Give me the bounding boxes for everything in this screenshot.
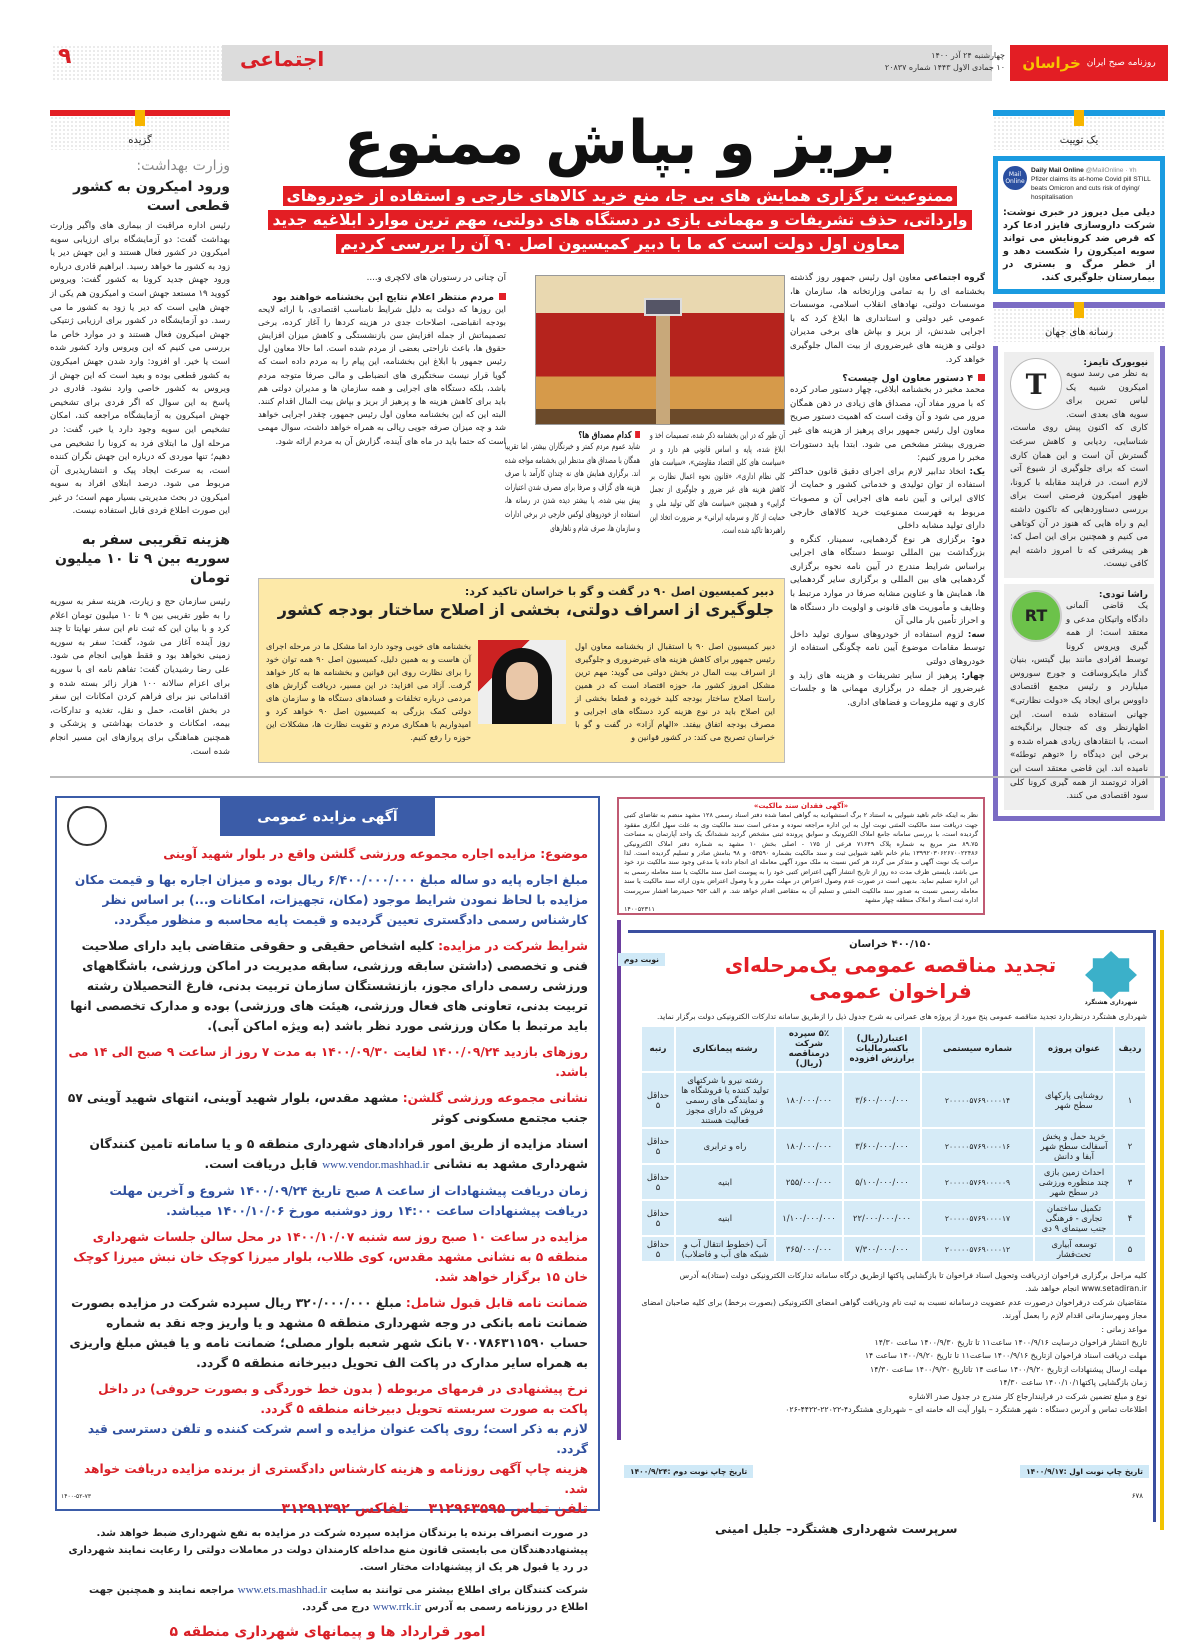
frame-decoration	[1160, 930, 1164, 1530]
ets-link[interactable]: www.ets.mashhad.ir	[237, 1584, 328, 1596]
article-column: گروه اجتماعی معاون اول رئیس جمهور روز گذشته بخشنامه ای را به تمامی وزارتخانه ها، سازمان ها، موسسات دولتی، نهادهای انقلاب اسلامی، موسسات عمومی غیر دولتی و استانداری ها ابلاغ کرد که با اجرایی شدنش، از بریز و بپاش های برخی مدیران دولتی و هزینه های غیرضروری از بیت المال جلوگیری خواهد کرد. ۴ دستور معاون اول چیست؟ محمد مخبر در بخشنامه ابلاغی، چهار دستور صادر کرده که با مرور مفاد آن، مصداق های زیادی در ذهن همگان مرور می شود و آن وقت است که اهمیت دستور صریح معاون اول رئیس جمهور برای پرهیز از هزینه های غیر ضروری بیشتر مشخص می شود. ابتدا باید دستورات مخبر را مرور کنیم: یک: اتخاذ تدابیر لازم برای اجرای دقیق قانون حداکثر استفاده از توان تولیدی و خدماتی کشور و حمایت از کالای ایرانی و آیین نامه های اجرایی آن و مصوبات مربوط به فهرست ممنوعیت خرید کالاهای خارجی دارای تولید مشابه داخلی دو: برگزاری هر نوع گردهمایی، سمینار، کنگره و بزرگداشت بین المللی توسط دستگاه های اجرایی براساس شرایط مندرج در آیین نامه نحوه برگزاری گردهمایی های بین المللی و برگزاری سایر گردهمایی ها، همایش ها و عناوین مشابه صرفا در موارد مرتبط با وظایف و مأموریت های قانونی و اولویت دار دستگاه ها و احراز تأمین بار مالی آن سه: لزوم استفاده از خودروهای سواری تولید داخل توسط مقامات موضوع آیین نامه چگونگی استفاده از خودروهای دولتی چهار: پرهیز از سایر تشریفات و هزینه های زاید و غیرضرور از جمله در برگزاری مهمانی ها و جلسات کاری و تهیه ملزومات و فضاهای اداری.	[790, 273, 986, 708]
table-row	[641, 1236, 1146, 1262]
table-cell: روشنایی پارکهای سطح شهر	[1034, 1072, 1114, 1128]
tweet-card: Mail Online Daily Mail Online @MailOnline · ۷h Pfizer claims its at-home Covid pill STILL beats Omicron and cuts risk of dying/ hospitalisation دیلی میل دیروز در خبری نوشت: شرکت داروسازی فایزر ادعا کرد که قرص ضد کرونایش می تواند سویه امیکرون را شکست دهد و از خطر مرگ و بستری در بیمارستان جلوگیری کند.	[993, 156, 1165, 294]
table-cell: احداث زمین بازی چند منظوره ورزشی در سطح شهر	[1034, 1164, 1114, 1200]
rrk-link[interactable]: www.rrk.ir	[372, 1601, 422, 1613]
nyt-logo-icon: T	[1010, 358, 1062, 410]
table-cell: ۳	[1114, 1164, 1146, 1200]
table-cell: خرید حمل و پخش آسفالت سطح شهر آبفا و دانش	[1034, 1128, 1114, 1164]
subheading: مردم منتظر اعلام نتایج این بخشنامه خواهند بود	[258, 292, 506, 303]
table-cell: حداقل ۵	[641, 1128, 675, 1164]
table-cell: راه و ترابری	[675, 1128, 775, 1164]
story-body: رئیس اداره مراقبت از بیماری های واگیر وزارت بهداشت گفت: دو آزمایشگاه برای ارزیابی سویه امیکرون در کشور فعال هستند و این جهش دیر یا زود به کشور ما خواهد رسید. ابراهیم قادری درباره ورود جهش جدید کرونا به کشور گفت: ویروس کووید ۱۹ مستعد جهش است و امیکرون هم یکی از جهش هایی است که دیر یا زود به کشور ما می رسد. دو آزمایشگاه در کشور برای ارزیابی ژنتیکی جهش امیکرون فعال هستند و در موارد خاص ما بررسی می کنیم که این ویروس وارد کشور شده است یا خیر. او افزود: وارد شدن جهش امیکرون به کشور قطعی بوده و بعید است که این جهش از ویروس به کشور خاصی وارد نشود. قادری در پاسخ به این سوال که اگر فردی برای تشخیص جهش امیکرون به آزمایشگاه مراجعه کند، امکان تشخیص این سویه وجود دارد یا خیر، گفت: در مرحله اول ما ابتلای فرد به کرونا را تشخیص می دهیم؛ تنها موردی که درباره این جهش نگران کننده است، به سرعت ایجاد پیک و انتشارپذیری آن مربوط می شود. درصد ابتلای افراد به سویه امیکرون در بحث مدیریتی بسیار مهم است؛ در غیر این صورت اطلاع فردی قابل استفاده نیست.	[50, 221, 230, 517]
auction-ad: آگهی مزایده عمومی موضوع: مزایده اجاره مجموعه ورزشی گلشن واقع در بلوار شهید آوینی مبلغ اجاره پایه دو ساله مبلغ ۶/۴۰۰/۰۰۰/۰۰۰ ریال بوده و میزان اجاره بها و قیمت مکان مزایده با لحاظ نمودن شرایط موجود (مکان، تجهیزات، امکانات و...) بر اساس نظر کارشناس رسمی دادگستری تعیین گردیده و قیمت پایه محاسبه و منظور میگردد. شرایط شرکت در مزایده: کلیه اشخاص حقیقی و حقوقی متقاضی باید دارای صلاحیت فنی و تخصصی (داشتن سابقه ورزشی، سابقه مدیریت در اماکن ورزشی، باشگاههای ورزشی رسمی دارای مجوز، بازنشستگان سازمان تربیت بدنی، فارغ التحصیلان رشته تربیت بدنی، تعاونی های فعال ورزشی، هیئت های ورزشی) بوده و مدارک تخصصی انها باید مرتبط با مکان ورزشی مورد نظر باشد (به ویژه اماکن آبی). روزهای بازدید ۱۴۰۰/۰۹/۲۴ لغایت ۱۴۰۰/۰۹/۳۰ به مدت ۷ روز از ساعت ۹ صبح الی ۱۴ می باشد. نشانی مجموعه ورزشی گلشن: مشهد مقدس، بلوار شهید آوینی، انتهای شهید آوینی ۵۷ جنب مجتمع مسکونی کوثر اسناد مزایده از طریق امور قرادادهای شهرداری منطقه ۵ و یا سامانه تامین کنندگان شهرداری مشهد به نشانی www.vendor.mashhad.ir قابل دریافت است. زمان دریافت پیشنهادات از ساعت ۸ صبح تاریخ ۱۴۰۰/۰۹/۲۴ شروع و آخرین مهلت دریافت پیشنهادات ساعت ۱۴:۰۰ روز دوشنبه مورخ ۱۴۰۰/۱۰/۰۶ میباشد. مزایده در ساعت ۱۰ صبح روز سه شنبه ۱۴۰۰/۱۰/۰۷ در محل سالن جلسات شهرداری منطقه ۵ به نشانی مشهد مقدس، کوی طلاب، بلوار میرزا کوچک خان نبش میرزا کوچک خان ۱۵ برگزار خواهد شد. ضمانت نامه قابل قبول شامل: مبلغ ۳۲۰/۰۰۰/۰۰۰ ریال سپرده شرکت در مزایده بصورت ضمانت نامه بانکی در وجه شهرداری منطقه ۵ مشهد و یا واریز وجه نقد به شماره حساب ۷۰۰۷۸۶۳۱۱۵۹۰ بانک شهر شعبه بلوار مصلی؛ ضمانت نامه و یا فیش مبلغ واریزی به همراه سایر مدارک در پاکت الف تحویل دبیرخانه منطقه ۵ گردد. نرخ پیشنهادی در فرمهای مربوطه ( بدون خط خوردگی و بصورت حروفی) در داخل پاکت به صورت سربسته تحویل دبیرخانه منطقه ۵ گردد. لازم به ذکر است؛ روی پاکت عنوان مزایده و اسم شرکت کننده و تلفن دسترسی قید گردد. هزینه چاپ آگهی روزنامه و هزینه کارشناس دادگستری از برنده مزایده دریافت خواهد شد. تلفن تماس ۳۱۲۹۶۳۵۹۵ تلفاکس ۳۱۲۹۱۳۹۲ در صورت انصراف برنده یا برندگان مزایده سپرده شرکت در مزایده به نفع شهرداری ضبط خواهد شد. پیشنهاددهندگان می بایستی قانون منع مداخله کارمندان دولت در معاملات دولتی را رعایت نمایند شهرداری در رد یا قبول هر یک از پیشنهادات مختار است. شرکت کنندگان برای اطلاع بیشتر می توانند به سایت www.ets.mashhad.ir مراجعه نمایند و همچنین جهت اطلاع در روزنامه رسمی به آدرس www.rrk.ir درج می گردد. امور قرارداد ها و پیمانهای شهرداری منطقه ۵ ۱۴۰۰-۵۲-۷۳	[55, 796, 600, 1511]
table-cell: ۱/۱۰۰/۰۰۰/۰۰۰	[775, 1200, 843, 1236]
right-sidebar	[993, 110, 1165, 821]
interview-text: دبیر کمیسیون اصل ۹۰ با استقبال از بخشنامه معاون اول رئیس جمهور برای کاهش هزینه های غیرضروری و جلوگیری از اسراف بیت المال در بخش دولتی می گوید: مهم ترین مشکل امروز کشور ما، حوزه اقتصاد است که در همین راستا اصلاح ساختار بودجه کلید خورده و قطعا بخشی از این اصلاح باید در نوع هزینه کرد دستگاه های اجرایی و مصرف بودجه اتفاق بیفتد. «الهام آزاد» در گفت و گو با خراسان تصریح می کند: در کشور قوانین و	[575, 641, 775, 742]
kicker: وزارت بهداشت:	[136, 158, 230, 174]
media-item: RT راشا تودی: یک قاضی آلمانی دادگاه واتیکان مدعی و معتقد است: از همه گیری ویروس کرونا توسط افرادی مانند بیل گیتس، بنیان گذار مایکروسافت و جورج سوروس میلیاردر و رئیس مجمع اقتصادی داووس برای ایجاد یک «دولت نظارتی» جهانی استفاده شده است. این اظهارنظر وی که جنجال برانگیخته است، با انتقادهای زیادی همراه شده و برخی این دیدگاه را «توهم توطئه» نامیده اند. این قاضی معتقد است این افراد ثروتمند از همه گیری کرونا کلی سود اقتصادی می کنند.	[1004, 584, 1154, 810]
tender-note: متقاضیان شرکت درفراخوان درصورت عدم عضویت درسامانه نسبت به ثبت نام ودریافت گواهی امضای الکترونیکی (بصورت برخط) برای کلیه صاحبان امضای مجاز ومهرسازمانی اقدام لازم را بعمل آورند.	[641, 1297, 1147, 1321]
tender-note: مهلت ارسال پیشنهادات ازتاریخ ۱۴۰۰/۹/۲۰ ساعت ۱۴ تاتاریخ ۱۴۰۰/۹/۳۰ ساعت ۱۴/۳۰	[870, 1364, 1147, 1374]
table-row	[641, 1072, 1146, 1128]
auditorium-photo	[535, 275, 785, 425]
table-cell: حداقل ۵	[641, 1072, 675, 1128]
article-column: آن چنانی در رستوران های لاکچری و.... مردم منتظر اعلام نتایج این بخشنامه خواهند بود این روزها که دولت به دلیل شرایط نامناسب اقتصادی، با ارائه لایحه بودجه انقباضی، اصلاحات جدی در هزینه کردها را آغاز کرده، برخی تصمیماتش از جمله افزایش سن بازنشستگی و کاهش میزان افزایش حقوق ها، باعث ناراحتی بعضی از مردم شده است. اما حالا معاون اول رئیس جمهور با ابلاغ این بخشنامه، این پیام را به مردم داده است که گویا قرار نیست سختگیری های انضباطی و مالی صرفا متوجه مردم باشد، بلکه دستگاه های اجرایی و همه سازمان ها و مدیران دولتی هم باید برای کاهش هزینه ها و پرهیز از بریز و بپاش بیت المال اقدام کنند. البته این که این بخشنامه معاون اول رئیس جمهور، چقدر اجرایی خواهد شد و چه میزان صرفه جویی ریالی به همراه خواهد داشت، سوال مهمی است که حتما باید در ماه های آینده، گزارش آن به مردم ارائه شود.	[258, 273, 506, 446]
masthead: روزنامه صبح ایران خراسان	[1010, 45, 1168, 81]
rt-logo-icon: RT	[1010, 590, 1062, 642]
table-cell: توسعه آبیاری تحت‌فشار	[1034, 1236, 1114, 1262]
table-cell: ۳/۶۰۰/۰۰۰/۰۰۰	[843, 1128, 921, 1164]
divider	[50, 776, 1168, 778]
municipality-logo-icon	[67, 806, 107, 846]
mailonline-logo-icon: Mail Online	[1003, 166, 1027, 190]
story-title: هزینه تقریبی سفر به سوریه بین ۹ تا ۱۰ میلیون تومان	[55, 532, 230, 587]
tweet-label: یک توییت	[993, 116, 1165, 150]
media-item: T نیویورک تایمز: به نظر می رسد سویه امیکرون شبیه یک لباس تمرین برای سویه های بعدی است. کاری که اکنون پیش روی ماست، شناسایی، ردیابی و کاهش سرعت گسترش آن است و این همان کاری است که برای جلوگیری از شیوع آتی لازم است. در فرایند مقابله با کرونا، ظهور امیکرون فرصتی است برای بررسی دستاوردهایی که تاکنون داشته ایم و راه هایی که هنوز در آن کوتاهی می کنیم و همچنین برای این اصل که: هر پیشرفتی که تا امروز داشته ایم کافی نیست.	[1004, 352, 1154, 578]
table-cell: ۲۰۰۰۰۰۵۷۶۹۰۰۰۰۱۷	[921, 1200, 1034, 1236]
subheading: کدام مصداق ها؟	[505, 430, 640, 441]
table-cell: ۲۰۰۰۰۰۵۷۶۹۰۰۰۰۱۶	[921, 1128, 1034, 1164]
interview-text: بخشنامه های خوبی وجود دارد اما مشکل ما در مرحله اجرای آن هاست و به همین دلیل، کمیسیون اصل ۹۰ همه توان خود را برای نظارت روی این قوانین و بخشنامه ها به کار خواهد گرفت. آزاد می افزاید: در این مسیر، دریافت گزارش های مردمی درباره تخلفات و فسادهای دستگاه ها و سازمان های دولتی کمک بزرگی به کمیسیون اصل ۹۰ خواهد کرد و امیدواریم با همکاری مردم و تقویت نظارت ها، مشکلات این حوزه را رفع کنیم.	[266, 641, 471, 742]
table-cell: ۲	[1114, 1128, 1146, 1164]
story-title: ورود امیکرون به کشور قطعی است	[73, 179, 230, 214]
table-cell: ۲۰۰۰۰۰۵۷۶۹۰۰۰۰۱۲	[921, 1236, 1034, 1262]
newspaper-logo: خراسان	[1022, 54, 1081, 72]
table-cell: حداقل ۵	[641, 1200, 675, 1236]
table-cell: ۲۰۰۰۰۰۵۷۶۹۰۰۰۰۰۹	[921, 1164, 1034, 1200]
table-cell: ۲۰۰۰۰۰۵۷۶۹۰۰۰۰۱۴	[921, 1072, 1034, 1128]
table-header: ردیف عنوان پروژه شماره سیستمی اعتبار(ریال) باکسرمالیات برارزش افزوده ۵٪ سپرده شرکت درمناقصه (ریال) رشته پیمانکاری رتبه	[641, 1026, 1146, 1072]
vendor-link[interactable]: www.vendor.mashhad.ir	[322, 1159, 430, 1171]
story-body: رئیس سازمان حج و زیارت، هزینه سفر به سوریه را به طور تقریبی بین ۹ تا ۱۰ میلیون تومان اعلام کرد و با بیان این که ثبت نام این سفر نهایتا تا چند روز آینده آغاز می شود، گفت: سفر به سوریه زمینی نخواهد بود و فقط هوایی انجام می شود. علی رضا رشیدیان گفت: تفاهم نامه ای با سوریه برای اعزام سالانه ۱۰۰ هزار زائر بسته شده و اقداماتی نیز برای فراهم کردن امکانات این سفر در بخش اقامت، حمل و نقل، تغذیه و تدارکات، بیمه، امکانات و خدمات بهداشتی و پزشکی و همچنین هماهنگی برای پروازهای این مسیر انجام شده است.	[50, 597, 230, 757]
article-column	[650, 430, 785, 570]
table-cell: ۷/۳۰۰/۰۰۰/۰۰۰	[843, 1236, 921, 1262]
print-date-1: تاریخ چاپ نوبت اول :۱۴۰۰/۹/۱۷	[1020, 1465, 1149, 1478]
main-headline: بریز و بپاش ممنوع	[343, 108, 897, 178]
table-cell: ۵/۱۰۰/۰۰۰/۰۰۰	[843, 1164, 921, 1200]
table-cell: ۱۸۰/۰۰۰/۰۰۰	[775, 1072, 843, 1128]
tender-ad: شهرداری هشتگرد ۴۰۰/۱۵۰ خراسان نوبت دوم تجدید مناقصه عمومی یک‌مرحله‌ای فراخوان عمومی شهرداری هشتگرد درنظردارد تجدید مناقصه عمومی پنج مورد از پروژه های عمرانی به شرح جدول ذیل را ازطریق سامانه تدارکات الکترونیکی دولت برگزار نماید. ردیف عنوان پروژه شماره سیستمی اعتبار(ریال) باکسرمالیات برارزش افزوده ۵٪ سپرده شرکت درمناقصه (ریال) رشته پیمانکاری رتبه ۱ روشنایی پارکهای سطح شهر ۲۰۰۰۰۰۵۷۶۹۰۰۰۰۱۴ ۳/۶۰۰/۰۰۰/۰۰۰ ۱۸۰/۰۰۰/۰۰۰ رشته نیرو با شرکتهای تولید کننده یا فروشگاه ها و نمایندگی های رسمی فروش که دارای مجوز فعالیت هستند حداقل ۵ ۲ خرید حمل و پخش آسفالت سطح شهر آبفا و دانش ۲۰۰۰۰۰۵۷۶۹۰۰۰۰۱۶ ۳/۶۰۰/۰۰۰/۰۰۰ ۱۸۰/۰۰۰/۰۰۰ راه و ترابری حداقل ۵ ۳ احداث زمین بازی چند منظوره ورزشی در سطح شهر ۲۰۰۰۰۰۵۷۶۹۰۰۰۰۰۹ ۵/۱۰۰/۰۰۰/۰۰۰ ۲۵۵/۰۰۰/۰۰۰ ابنیه حداقل ۵ ۴ تکمیل ساختمان تجاری - فرهنگی جنب سینمای ۹ دی ۲۰۰۰۰۰۵۷۶۹۰۰۰۰۱۷ ۲۲/۰۰۰/۰۰۰/۰۰۰ ۱/۱۰۰/۰۰۰/۰۰۰ ابنیه حداقل ۵ ۵ توسعه آبیاری تحت‌فشار ۲۰۰۰۰۰۵۷۶۹۰۰۰۰۱۲ ۷/۳۰۰/۰۰۰/۰۰۰ ۳۶۵/۰۰۰/۰۰۰ آب (خطوط انتقال آب و شبکه های آب و فاضلاب) حداقل ۵ کلیه مراحل برگزاری فراخوان ازدریافت وتحویل اسناد فراخوان تا بازگشایی پاکتها ازطریق درگاه سامانه تدارکات الکترونیکی دولت (ستاد)به آدرس www.setadiran.ir انجام خواهد شد. متقاضیان شرکت درفراخوان درصورت عدم عضویت درسامانه نسبت به ثبت نام ودریافت گواهی امضای الکترونیکی (بصورت برخط) برای کلیه صاحبان امضای مجاز ومهرسازمانی اقدام لازم را بعمل آورند. مواعد زمانی : تاریخ انتشار فراخوان درسایت ۱۴۰۰/۹/۱۶ ساعت۱۱ تا تاریخ ۱۴۰۰/۹/۳۰ ساعت ۱۴/۳۰ مهلت دریافت اسناد فراخوان ازتاریخ ۱۴۰۰/۹/۱۶ ساعت۱۱ تا تاریخ ۱۴۰۰/۹/۲۰ ساعت ۱۴ مهلت ارسال پیشنهادات ازتاریخ ۱۴۰۰/۹/۲۰ ساعت ۱۴ تاتاریخ ۱۴۰۰/۹/۳۰ ساعت ۱۴/۳۰ زمان بازگشایی پاکتها۱۴۰۰/۱۰/۱ ساعت ۱۴/۳۰ نوع و مبلغ تضمین شرکت در فرایندارجاع کار مندرج در جدول صدر الاشاره اطلاعات تماس و آدرس دستگاه : شهر هشتگرد – بلوار آیت اله خامنه ای – شهرداری هشتگرد۴-۲۲۰۲۲-۴۴۲۲-۰۲۶ تاریخ چاپ نوبت اول :۱۴۰۰/۹/۱۷ تاریخ چاپ نوبت دوم :۱۴۰۰/۹/۲۴ ۶۷۸	[628, 930, 1156, 1522]
table-row	[641, 1128, 1146, 1164]
table-cell: تکمیل ساختمان تجاری - فرهنگی جنب سینمای ۹ دی	[1034, 1200, 1114, 1236]
table-cell: ۴	[1114, 1200, 1146, 1236]
article-column: شاید عموم مردم کمتر و خبرنگاران بیشتر، اما تقریبا همگان با مصداق های مدنظر این بخشنامه مواجه شده اند. برگزاری همایش های نه چندان کارآمد با صرف هزینه های گزاف و صرفا برای مصرف شدن اعتبارات پیش بینی شده، یا بیشتر دیده شدن در رسانه ها، استفاده از خودروهای لوکس خارجی در برخی ادارات و سازمان ها، صرف شام و ناهارهای	[504, 442, 640, 534]
table-cell: آب (خطوط انتقال آب و شبکه های آب و فاضلاب)	[675, 1236, 775, 1262]
table-cell: حداقل ۵	[641, 1236, 675, 1262]
hashtgerd-logo-icon	[1085, 951, 1137, 999]
table-cell: حداقل ۵	[641, 1164, 675, 1200]
table-cell: ۲۵۵/۰۰۰/۰۰۰	[775, 1164, 843, 1200]
tender-table	[640, 1025, 1147, 1263]
print-date-2: تاریخ چاپ نوبت دوم :۱۴۰۰/۹/۲۴	[624, 1465, 753, 1478]
tender-note: مهلت دریافت اسناد فراخوان ازتاریخ ۱۴۰۰/۹/۱۶ ساعت۱۱ تا تاریخ ۱۴۰۰/۹/۲۰ ساعت ۱۴	[864, 1351, 1147, 1361]
ad-title: آگهی مزایده عمومی	[220, 798, 435, 836]
table-cell: ۵	[1114, 1236, 1146, 1262]
table-cell: ۱۸۰/۰۰۰/۰۰۰	[775, 1128, 843, 1164]
table-cell: ۳/۶۰۰/۰۰۰/۰۰۰	[843, 1072, 921, 1128]
tender-note: زمان بازگشایی پاکتها۱۴۰۰/۱۰/۱ ساعت ۱۴/۳۰	[999, 1378, 1147, 1388]
round-badge: نوبت دوم	[618, 953, 665, 966]
media-label: رسانه های جهان	[993, 308, 1165, 342]
portrait-photo	[478, 640, 566, 724]
interview-title: جلوگیری از اسراف دولتی، بخشی از اصلاح ساختار بودجه کشور	[277, 600, 774, 619]
article-column: آن طور که در این بخشنامه ذکر شده، تصمیمات اخذ و ابلاغ شده، پایه و اساس قانونی هم دارد و در «سیاست های کلی اقتصاد مقاومتی»، «سیاست های کلی نظام اداری»، «قانون نحوه اعمال نظارت بر کاهش هزینه های غیر ضرور و جلوگیری از تجمل گرایی» و همچنین «سیاست های کلی تولید ملی و حمایت از کار و سرمایه ایرانی» بر ضرورت اتخاذ این راهبردها تاکید شده است.	[649, 431, 785, 537]
table-cell: ۳۶۵/۰۰۰/۰۰۰	[775, 1236, 843, 1262]
tender-note: اطلاعات تماس و آدرس دستگاه : شهر هشتگرد – بلوار آیت اله خامنه ای – شهرداری هشتگرد۴-۲۲۰۲۲-۴۴۲۲-۰۲۶	[785, 1405, 1147, 1415]
tender-note: نوع و مبلغ تضمین شرکت در فرایندارجاع کار مندرج در جدول صدر الاشاره	[908, 1391, 1147, 1401]
pattern	[52, 45, 222, 81]
table-cell: ۱	[1114, 1072, 1146, 1128]
sidebar-label: گزیده	[50, 116, 230, 150]
main-deck: ممنوعیت برگزاری همایش های بی جا، منع خرید کالاهای خارجی و استفاده از خودروهای وارداتی، حذف تشریفات و مهمانی بازی در دستگاه های دولتی، مهم ترین موارد ابلاغیه جدید معاون اول دولت است که ما با دبیر کمیسیون اصل ۹۰ آن را بررسی کردیم	[255, 184, 985, 256]
tender-note: مواعد زمانی :	[1101, 1324, 1147, 1334]
interview-kicker: دبیر کمیسیون اصل ۹۰ در گفت و گو با خراسان تاکید کرد:	[464, 585, 774, 598]
frame-decoration	[617, 920, 621, 1440]
table-cell: ۲۲/۰۰۰/۰۰۰/۰۰۰	[843, 1200, 921, 1236]
left-sidebar	[50, 110, 230, 759]
tender-notes	[640, 1269, 1147, 1416]
table-cell: رشته نیرو با شرکتهای تولید کننده یا فروشگاه ها و نمایندگی های رسمی فروش که دارای مجوز فعالیت هستند	[675, 1072, 775, 1128]
tender-signature: سرپرست شهرداری هشتگرد– جلیل امینی	[715, 1522, 958, 1536]
tender-note: کلیه مراحل برگزاری فراخوان ازدریافت وتحویل اسناد فراخوان تا بازگشایی پاکتها ازطریق درگاه سامانه تدارکات الکترونیکی دولت (ستاد)به آدرس www.setadiran.ir انجام خواهد شد.	[679, 1271, 1147, 1294]
issue-date: چهارشنبه ۲۴ آذر ۱۴۰۰ ۱۰ جمادی الاول ۱۴۴۳ شماره ۲۰۸۳۷	[884, 51, 1005, 72]
section-title: اجتماعی	[240, 47, 325, 71]
table-row	[641, 1164, 1146, 1200]
table-cell: ابنیه	[675, 1164, 775, 1200]
table-row	[641, 1200, 1146, 1236]
table-cell: ابنیه	[675, 1200, 775, 1236]
subheading: ۴ دستور معاون اول چیست؟	[790, 373, 985, 384]
article-column	[504, 430, 640, 570]
tender-note: تاریخ انتشار فراخوان درسایت ۱۴۰۰/۹/۱۶ ساعت۱۱ تا تاریخ ۱۴۰۰/۹/۳۰ ساعت ۱۴/۳۰	[874, 1338, 1147, 1348]
page-number: ۹	[58, 44, 72, 69]
legal-notice: «آگهی فقدان سند مالکیت» نظر به اینکه خانم ناهید شیوایی به استناد ۲ برگ استشهادیه به گواهی امضا شده دفتر اسناد رسمی ۱۲۸ مشهد منضم به تقاضای کتبی جهت دریافت سند مالکیت المثنی نوبت اول به این اداره مراجعه نموده و مدعی است سند مالکیت وی به علت سهل انگاری مفقود گردیده است، با بررسی سامانه جامع املاک الکترونیک و سوابق پرونده ثبتی مشخص گردید ششدانگ یک واحد آپارتمان به مساحت ۸۹.۷۵ متر مربع به شماره پلاک ۷۱۶۴۹ فرعی از ۱۷۵ - اصلی بخش ۱۰ مشهد به شماره دفتر املاک الکترونیکی ۱۳۹۹۲۰۳۰۶۲۶۷۰۰۲۲۴۸۶ بنام خانم ناهید شیوایی ثبت و سند مالکیت بشماره ۰۵۳۵۹۰ و ۹۸ بنامش صادر و تسلیم گردیده است. لذا مراتب یک نوبت آگهی و متذکر می گردد هر کس نسبت به ملک مورد آگهی معامله ای انجام داده یا مدعی وجود سند مالکیت نزد خود می باشد، بایستی ظرف مدت ده روز از تاریخ انتشار آگهی اعتراض کتبی خود را به پیوست اصل سند مالکیت یا سند معامله رسمی به این اداره تسلیم نماید. بدیهی است در صورت عدم وصول اعتراض در مهلت مقرر و یا وصول اعتراض بدون ارائه سند مالکیت یا سند معامله رسمی نسبت به صدور سند مالکیت المثنی و تسلیم آن به متقاضی اقدام خواهد شد. م الف ۹۵۲ حمیدرضا افشار سرپرست اداره ثبت اسناد و املاک منطقه چهار مشهد ۱۴۰۰۵۲۳۱۱	[617, 797, 985, 915]
